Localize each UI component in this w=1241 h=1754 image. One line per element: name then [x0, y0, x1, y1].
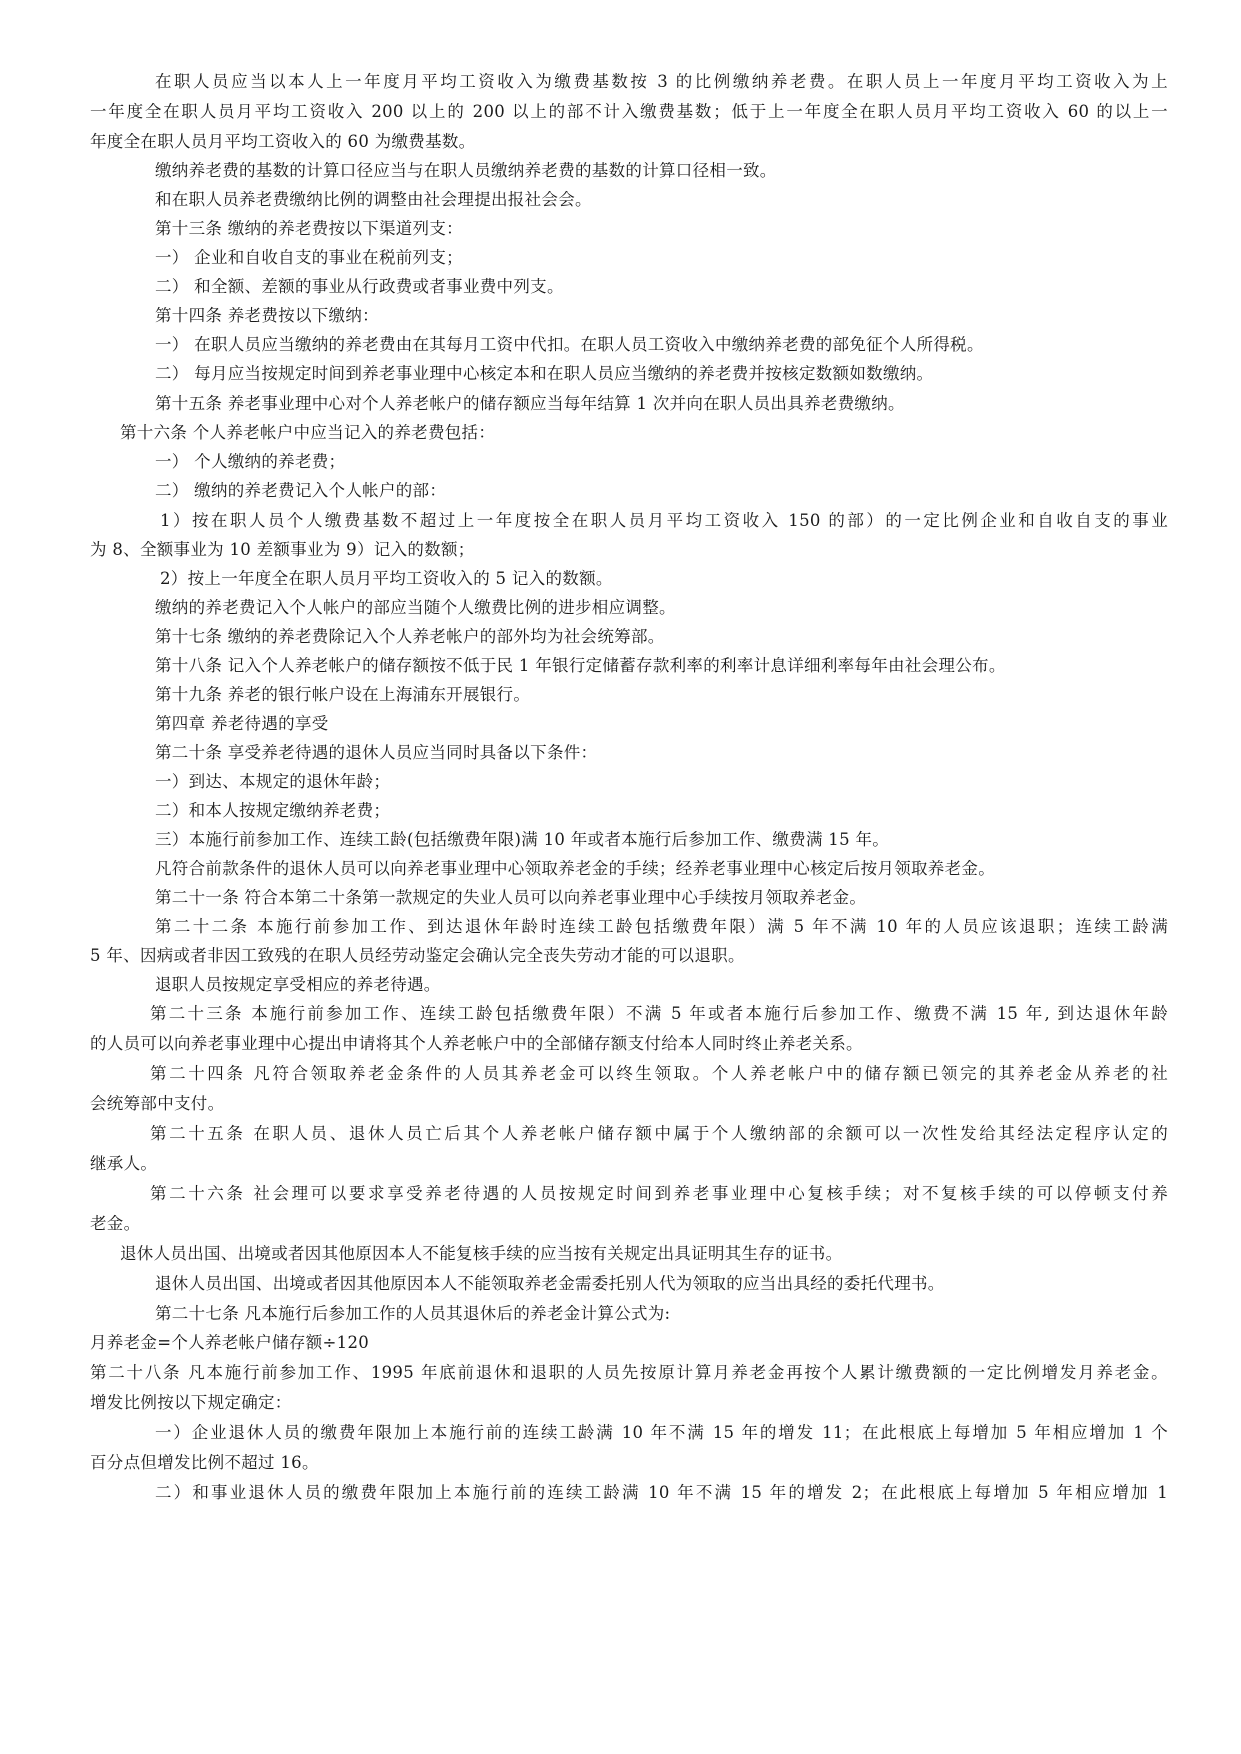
article-heading: 第十九条 养老的银行帐户设在上海浦东开展银行。	[155, 685, 531, 704]
list-item: 三）本施行前参加工作、连续工龄(包括缴费年限)满 10 年或者本施行后参加工作、缴费满 15 年。	[155, 830, 890, 849]
article-heading: 第二十五条 在职人员、退休人员亡后其个人养老帐户储存额中属于个人缴纳部的余额可以一次性发给其经法定程序认定的	[150, 1124, 1168, 1143]
paragraph-line: 和在职人员养老费缴纳比例的调整由社会理提出报社会会。	[155, 190, 592, 209]
paragraph-line: 会统筹部中支付。	[90, 1094, 225, 1113]
paragraph-line: 在职人员应当以本人上一年度月平均工资收入为缴费基数按 3 的比例缴纳养老费。在职人员上一年度月平均工资收入为上	[155, 72, 1168, 91]
paragraph-line: 的人员可以向养老事业理中心提出申请将其个人养老帐户中的全部储存额支付给本人同时终止养老关系。	[90, 1034, 863, 1053]
article-heading: 第二十四条 凡符合领取养老金条件的人员其养老金可以终生领取。个人养老帐户中的储存额已领完的其养老金从养老的社	[150, 1064, 1168, 1083]
paragraph-line: 老金。	[90, 1214, 141, 1233]
list-item: 二） 每月应当按规定时间到养老事业理中心核定本和在职人员应当缴纳的养老费并按核定数额如数缴纳。	[155, 364, 934, 383]
paragraph-line: 退休人员出国、出境或者因其他原因本人不能领取养老金需委托别人代为领取的应当出具经的委托代理书。	[155, 1274, 945, 1293]
paragraph-line: 为 8、全额事业为 10 差额事业为 9）记入的数额；	[90, 540, 475, 559]
article-heading: 第十八条 记入个人养老帐户的储存额按不低于民 1 年银行定储蓄存款利率的利率计息详细利率每年由社会理公布。	[155, 656, 1006, 675]
article-heading: 第十七条 缴纳的养老费除记入个人养老帐户的部外均为社会统筹部。	[155, 627, 665, 646]
list-item: 二） 和全额、差额的事业从行政费或者事业费中列支。	[155, 277, 564, 296]
paragraph-line: 缴纳的养老费记入个人帐户的部应当随个人缴费比例的进步相应调整。	[155, 598, 676, 617]
article-heading: 第二十二条 本施行前参加工作、到达退休年龄时连续工龄包括缴费年限）满 5 年不满 10 年的人员应该退职；连续工龄满	[155, 917, 1168, 936]
article-heading: 第二十三条 本施行前参加工作、连续工龄包括缴费年限）不满 5 年或者本施行后参加工作、缴费不满 15 年, 到达退休年龄	[150, 1004, 1168, 1023]
article-heading: 第十六条 个人养老帐户中应当记入的养老费包括：	[120, 423, 496, 442]
paragraph-line: 5 年、因病或者非因工致残的在职人员经劳动鉴定会确认完全丧失劳动才能的可以退职。	[90, 946, 745, 965]
list-item: 一） 个人缴纳的养老费；	[155, 452, 346, 471]
paragraph-line: 缴纳养老费的基数的计算口径应当与在职人员缴纳养老费的基数的计算口径相一致。	[155, 161, 777, 180]
paragraph-line: 继承人。	[90, 1154, 158, 1173]
article-heading: 第二十七条 凡本施行后参加工作的人员其退休后的养老金计算公式为:	[155, 1304, 671, 1323]
article-heading: 第二十一条 符合本第二十条第一款规定的失业人员可以向养老事业理中心手续按月领取养老金。	[155, 888, 867, 907]
list-item: 一）企业退休人员的缴费年限加上本施行前的连续工龄满 10 年不满 15 年的增发 11；在此根底上每增加 5 年相应增加 1 个	[155, 1423, 1168, 1442]
list-item: 二）和本人按规定缴纳养老费；	[155, 801, 391, 820]
chapter-heading: 第四章 养老待遇的享受	[155, 714, 329, 733]
list-item: 二）和事业退休人员的缴费年限加上本施行前的连续工龄满 10 年不满 15 年的增发 2；在此根底上每增加 5 年相应增加 1	[155, 1483, 1168, 1502]
list-subitem: 2）按上一年度全在职人员月平均工资收入的 5 记入的数额。	[160, 569, 613, 588]
paragraph-line: 退职人员按规定享受相应的养老待遇。	[155, 975, 441, 994]
article-heading: 第二十八条 凡本施行前参加工作、1995 年底前退休和退职的人员先按原计算月养老金再按个人累计缴费额的一定比例增发月养老金。	[90, 1363, 1168, 1382]
article-heading: 第十四条 养老费按以下缴纳：	[155, 306, 379, 325]
paragraph-line: 一年度全在职人员月平均工资收入 200 以上的 200 以上的部不计入缴费基数；低于上一年度全在职人员月平均工资收入 60 的以上一	[90, 102, 1168, 121]
article-heading: 第十三条 缴纳的养老费按以下渠道列支：	[155, 219, 463, 238]
paragraph-line: 百分点但增发比例不超过 16。	[90, 1453, 319, 1472]
article-heading: 第二十条 享受养老待遇的退休人员应当同时具备以下条件：	[155, 743, 598, 762]
list-item: 一）到达、本规定的退休年龄；	[155, 772, 391, 791]
article-heading: 第二十六条 社会理可以要求享受养老待遇的人员按规定时间到养老事业理中心复核手续；对不复核手续的可以停顿支付养	[150, 1184, 1168, 1203]
paragraph-line: 退休人员出国、出境或者因其他原因本人不能复核手续的应当按有关规定出具证明其生存的证书。	[120, 1244, 843, 1263]
formula-line: 月养老金=个人养老帐户储存额÷120	[90, 1333, 370, 1352]
paragraph-line: 增发比例按以下规定确定：	[90, 1393, 292, 1412]
article-heading: 第十五条 养老事业理中心对个人养老帐户的储存额应当每年结算 1 次并向在职人员出具养老费缴纳。	[155, 394, 905, 413]
list-item: 二） 缴纳的养老费记入个人帐户的部：	[155, 481, 447, 500]
paragraph-line: 年度全在职人员月平均工资收入的 60 为缴费基数。	[90, 132, 476, 151]
paragraph-line: 凡符合前款条件的退休人员可以向养老事业理中心领取养老金的手续；经养老事业理中心核定后按月领取养老金。	[155, 859, 995, 878]
list-item: 一） 在职人员应当缴纳的养老费由在其每月工资中代扣。在职人员工资收入中缴纳养老费的部免征个人所得税。	[155, 335, 984, 354]
list-subitem: 1）按在职人员个人缴费基数不超过上一年度按全在职人员月平均工资收入 150 的部）的一定比例企业和自收自支的事业	[160, 511, 1168, 530]
list-item: 一） 企业和自收自支的事业在税前列支；	[155, 248, 463, 267]
